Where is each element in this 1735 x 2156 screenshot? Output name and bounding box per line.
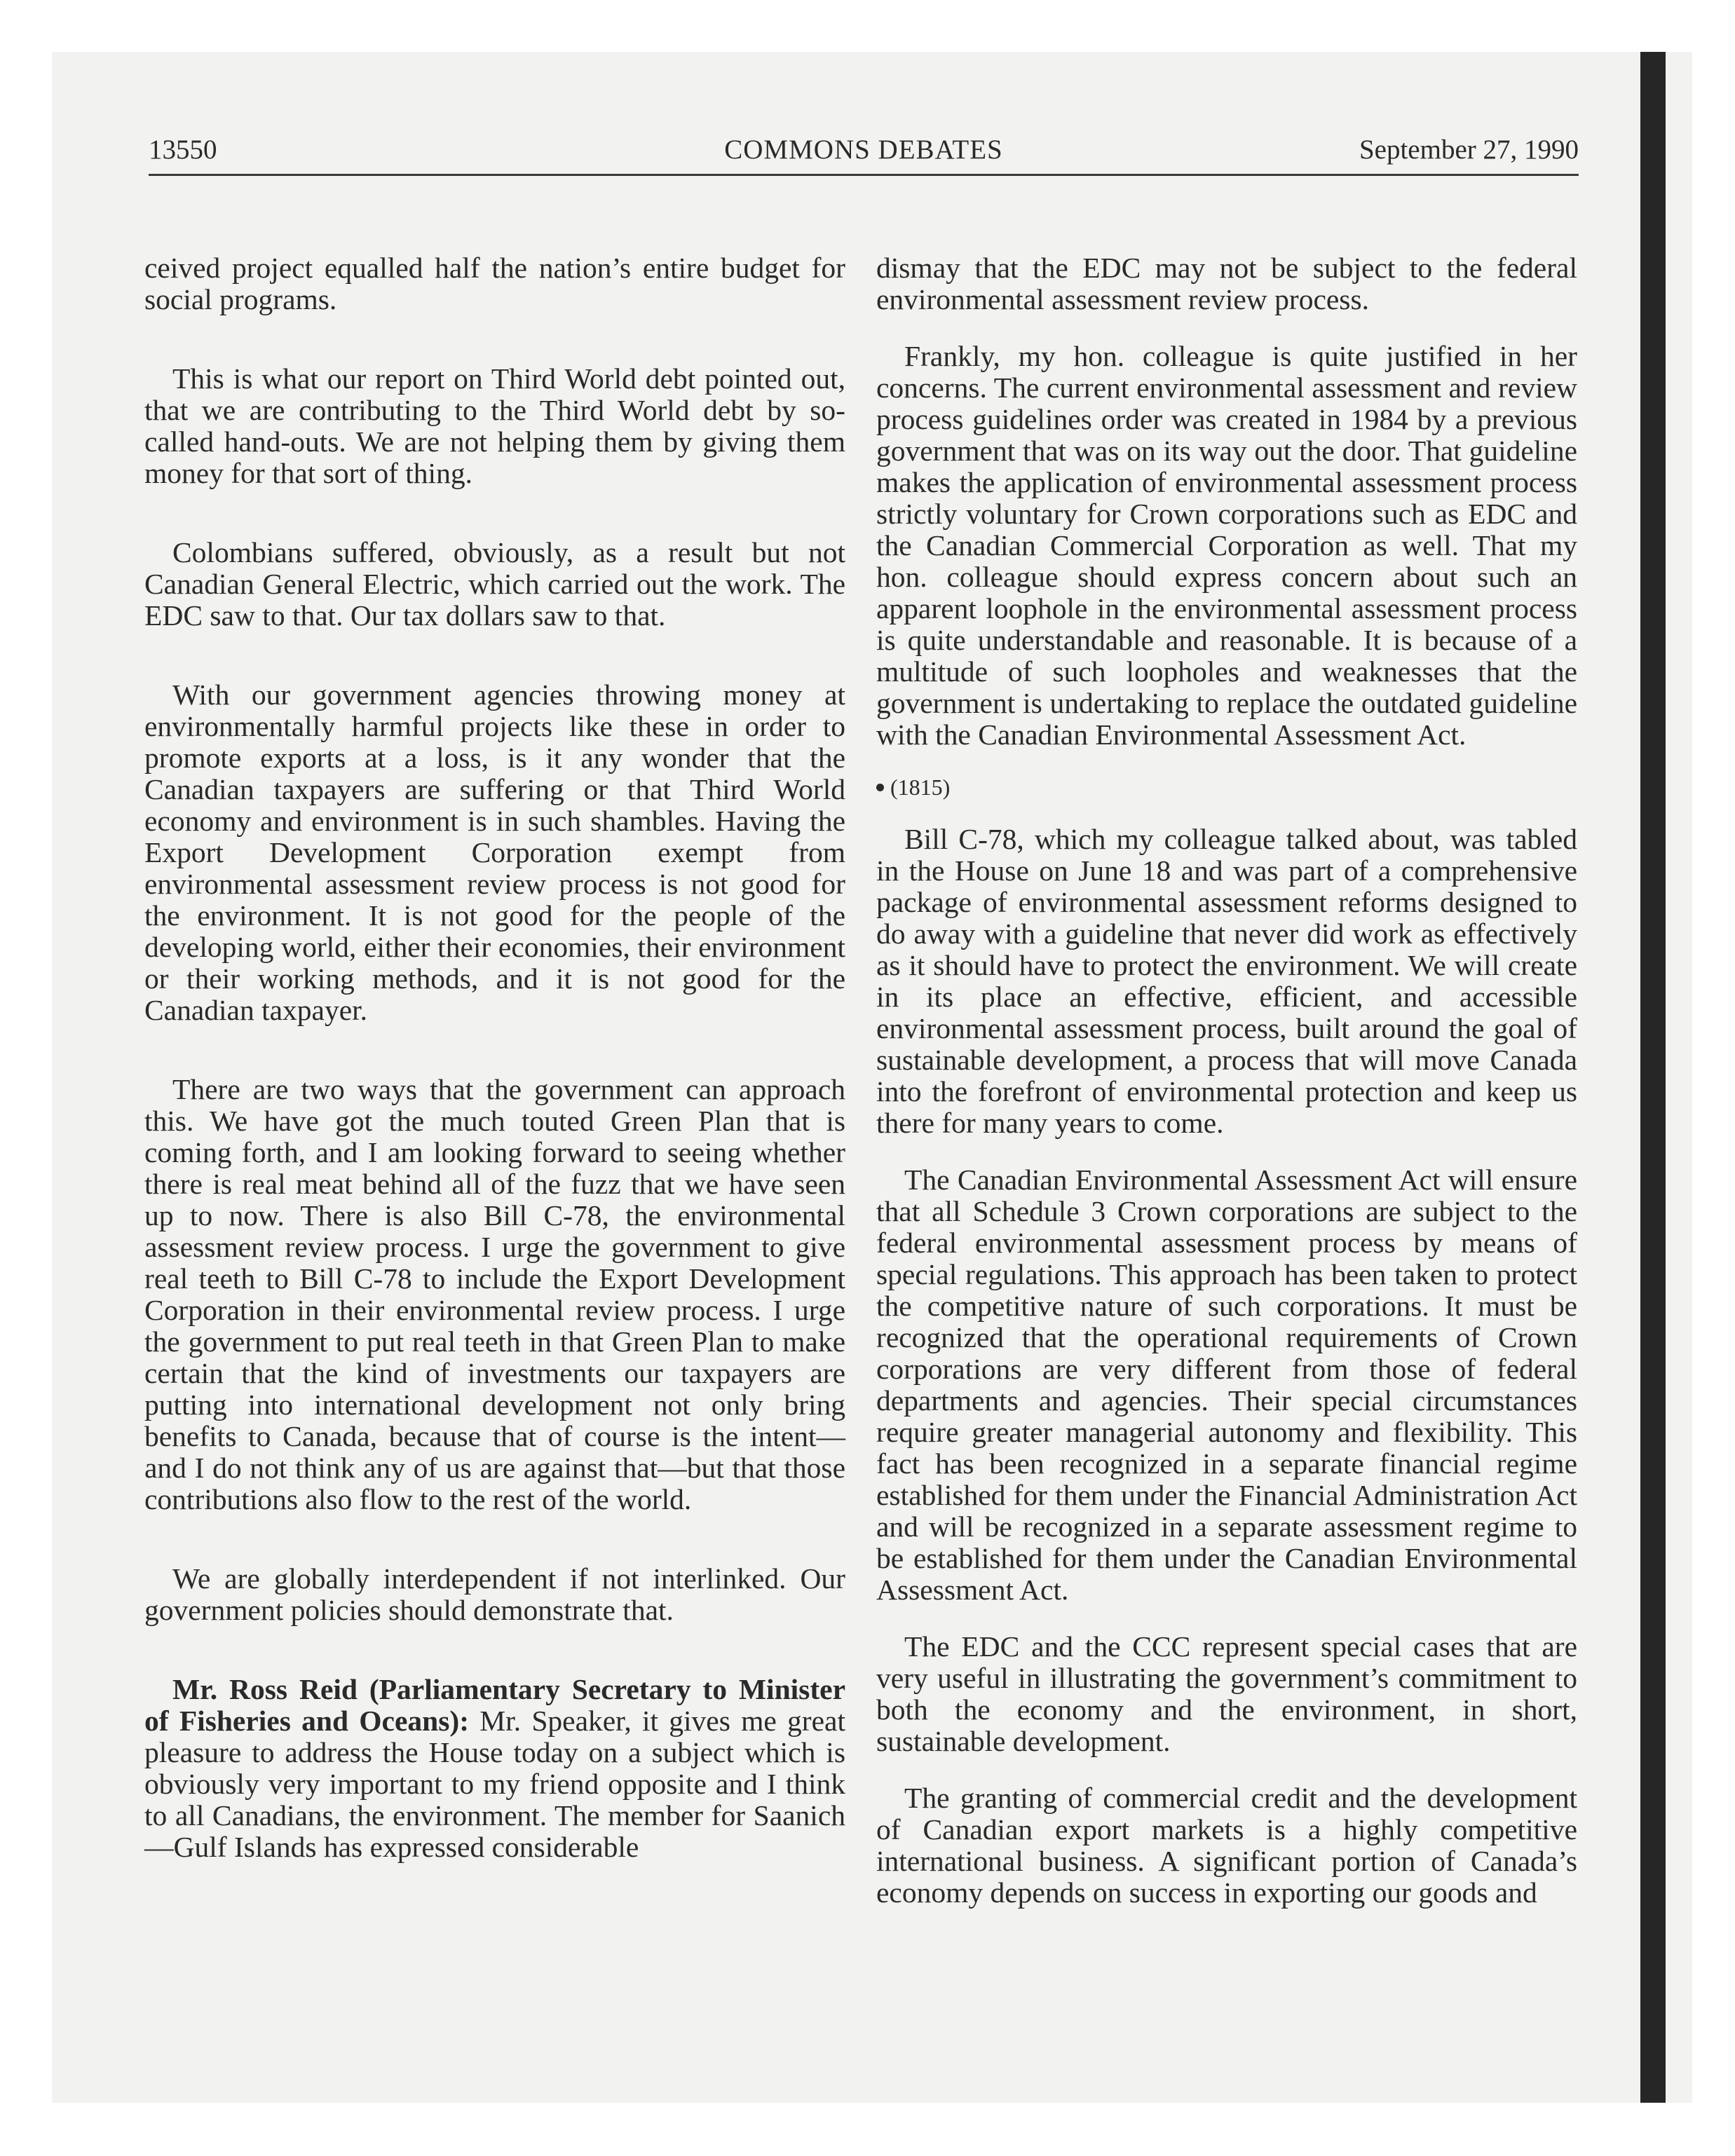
running-title: COMMONS DEBATES bbox=[724, 135, 1003, 165]
paragraph: ceived project equalled half the nation’s entire budget for social programs. bbox=[144, 252, 845, 315]
timestamp-text: (1815) bbox=[890, 775, 951, 800]
speaker-name: Mr. Ross Reid (Parliamentary Secretary to Minister of Fisheries and Oceans): bbox=[144, 1673, 845, 1737]
paragraph: Colombians suffered, obviously, as a result but not Canadian General Electric, which carried out the work. The EDC saw to that. Our tax dollars saw to that. bbox=[144, 536, 845, 632]
paragraph: This is what our report on Third World debt pointed out, that we are contributing to the Third World debt by so-called hand-outs. We are not helping them by giving them money for that sort of thing. bbox=[144, 362, 845, 489]
right-column bbox=[876, 252, 1577, 1909]
speech-text: Mr. Speaker, it gives me great pleasure to address the House today on a subject which is obviously very important to my friend opposite and I think to all Canadians, the environment. The member for Saanich—Gulf Islands has expressed considerable bbox=[144, 1705, 845, 1863]
scan-edge-bar bbox=[1640, 52, 1666, 2103]
speech-paragraph bbox=[144, 1674, 845, 1863]
paragraph: The EDC and the CCC represent special cases that are very useful in illustrating the government’s commitment to both the economy and the environment, in short, sustainable development. bbox=[876, 1630, 1577, 1757]
left-column bbox=[144, 252, 845, 1863]
bullet-icon bbox=[876, 784, 884, 791]
paragraph: Bill C-78, which my colleague talked about, was tabled in the House on June 18 and was part of a comprehensive package of environmental assessment reforms designed to do away with a guideline that never did work as effectively as it should have to protect the environment. We will create in its place an effective, efficient, and accessible environmental assessment process, built around the goal of sustainable development, a process that will move Canada into the forefront of environmental protection and keep us there for many years to come. bbox=[876, 823, 1577, 1139]
page-header bbox=[149, 123, 1579, 176]
paragraph: We are globally interdependent if not interlinked. Our government policies should demonstrate that. bbox=[144, 1562, 845, 1626]
paragraph: dismay that the EDC may not be subject to the federal environmental assessment review process. bbox=[876, 252, 1577, 315]
paragraph: There are two ways that the government can approach this. We have got the much touted Green Plan that is coming forth, and I am looking forward to seeing whether there is real meat behind all of the fuzz that we have seen up to now. There is also Bill C-78, the environmental assessment review process. I urge the government to give real teeth to Bill C-78 to include the Export Development Corporation in their environmental review process. I urge the government to put real teeth in that Green Plan to make certain that the kind of investments our taxpayers are putting into international development not only bring benefits to Canada, because that of course is the intent—and I do not think any of us are against that—but that those contributions also flow to the rest of the world. bbox=[144, 1073, 845, 1515]
page-date: September 27, 1990 bbox=[1359, 135, 1579, 165]
page-number: 13550 bbox=[149, 135, 217, 165]
paragraph: The granting of commercial credit and the development of Canadian export markets is a highly competitive international business. A significant portion of Canada’s economy depends on success in exporting our goods and bbox=[876, 1782, 1577, 1909]
paragraph: With our government agencies throwing money at environmentally harmful projects like these in order to promote exports at a loss, is it any wonder that the Canadian taxpayers are suffering or that Third World economy and environment is in such shambles. Having the Export Development Corporation exempt from environmental assessment review process is not good for the environment. It is not good for the people of the developing world, either their economies, their environment or their working methods, and it is not good for the Canadian taxpayer. bbox=[144, 678, 845, 1026]
paragraph: The Canadian Environmental Assessment Act will ensure that all Schedule 3 Crown corporations are subject to the federal environmental assessment process by means of special regulations. This approach has been taken to protect the competitive nature of such corporations. It must be recognized that the operational requirements of Crown corporations are very different from those of federal departments and agencies. Their special circumstances require greater managerial autonomy and flexibility. This fact has been recognized in a separate financial regime established for them under the Financial Administration Act and will be recognized in a separate assessment regime to be established for them under the Canadian Environmental Assessment Act. bbox=[876, 1164, 1577, 1606]
timestamp bbox=[876, 773, 1577, 801]
paragraph: Frankly, my hon. colleague is quite justified in her concerns. The current environmental assessment and review process guidelines order was created in 1984 by a previous government that was on its way out the door. That guideline makes the application of environmental assessment process strictly voluntary for Crown corporations such as EDC and the Canadian Commercial Corporation as well. That my hon. colleague should express concern about such an apparent loophole in the environmental assessment process is quite understandable and reasonable. It is because of a multitude of such loopholes and weaknesses that the government is undertaking to replace the outdated guideline with the Canadian Environmental Assessment Act. bbox=[876, 340, 1577, 751]
